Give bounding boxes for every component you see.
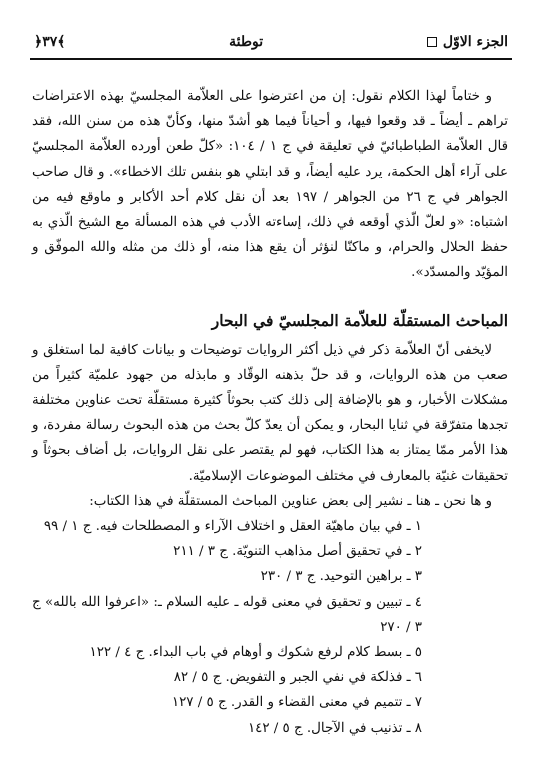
- page-number: ﴾٣٧﴿: [34, 34, 66, 50]
- list-item: ٥ ـ بسط كلام لرفع شكوك و أوهام في باب البداء. ج ٤ / ١٢٢: [89, 645, 422, 661]
- volume-heading: [427, 34, 508, 50]
- page-body: [32, 84, 508, 741]
- list-item: ٦ ـ فذلكة في نفي الجبر و التفويض. ج ٥ / ٨٢: [173, 670, 422, 686]
- list-item: ٢ ـ في تحقيق أصل مذاهب التنويّة. ج ٣ / ٢١١: [173, 544, 422, 560]
- list-item: ١ ـ في بيان ماهيّة العقل و اختلاف الآراء و المصطلحات فيه. ج ١ / ٩٩: [43, 519, 422, 535]
- list-intro: و ها نحن ـ هنا ـ نشير إلى بعض عناوين المباحث المستقلّة في هذا الكتاب:: [89, 493, 492, 509]
- list-item: ٨ ـ تذنيب في الآجال. ج ٥ / ١٤٢: [247, 720, 422, 736]
- header-rule: [30, 58, 512, 60]
- list-item: ٧ ـ تتميم في معنى القضاء و القدر. ج ٥ / ١٢٧: [171, 695, 422, 711]
- section-heading: المباحث المستقلّة للعلاّمة المجلسيّ في البحار: [211, 310, 508, 330]
- running-header: [34, 30, 508, 54]
- page-title: توطئة: [229, 34, 264, 50]
- square-icon: [427, 37, 437, 47]
- closing-paragraph: و ختاماً لهذا الكلام نقول: إن من اعترضوا على العلاّمة المجلسيّ بهذه الاعتراضات تراهم ـ أيضاً ـ قد وقعوا فيها، و أحياناً فيما هو أشدّ منها، وكأنّ هذه من سنن الله، فقد قال العلاّمة الطباطبائيّ في تعليقة في ج ١ / ١٠٤: «كلّ طعن أورده العلاّمة المجلسيّ على آراء أهل الحكمة، يرد عليه أيضاً، و قد ابتلي هو بنفس تلك الاخطاء». و قال صاحب الجواهر في ج ٢٦ من الجواهر / ١٩٧ بعد أن نقل كلام أحد الأكابر و ماوقع فيه من اشتباه: «و لعلّ الّذي أوقعه في ذلك، إساءته الأدب في هذه المسألة مع الشيخ الّذي به حفظ الحلال والحرام، و ماكنّا لنؤثر أن يقع هذا منه، أو ذلك من مثله والله الموفّق و المؤيّد والمسدّد».: [32, 89, 508, 281]
- topics-list: [32, 514, 508, 741]
- list-item: ٤ ـ تبيين و تحقيق في معنى قوله ـ عليه السلام ـ: «اعرفوا الله بالله» ج ٣ / ٢٧٠: [32, 594, 422, 635]
- volume-label: الجزء الاوّل: [442, 34, 508, 50]
- list-item: ٣ ـ براهين التوحيد. ج ٣ / ٢٣٠: [260, 569, 422, 585]
- section-paragraph: لايخفى أنّ العلاّمة ذكر في ذيل أكثر الروايات توضيحات و بيانات كافية لما استغلق و صعب من هذه الروايات، و قد حلّ بذهنه الوقّاد و مابذله من جهود علميّة كثيراً من مشكلات الأخبار، و هو بالإضافة إلى ذلك كتب بحوثاً كثيرة مستقلّة تحت عناوين مختلفة تجدها متفرّقة في ثنايا البحار، و يمكن أن يعدّ كلّ بحث من هذه البحوث رسالة مفردة، و هذا الأمر ممّا يمتاز به هذا الكتاب، فهو لم يقتصر على نقل الروايات، بل أضاف بحوثاً و تحقيقات غنيّة بالمعارف في مختلف الموضوعات الإسلاميّة.: [32, 342, 508, 484]
